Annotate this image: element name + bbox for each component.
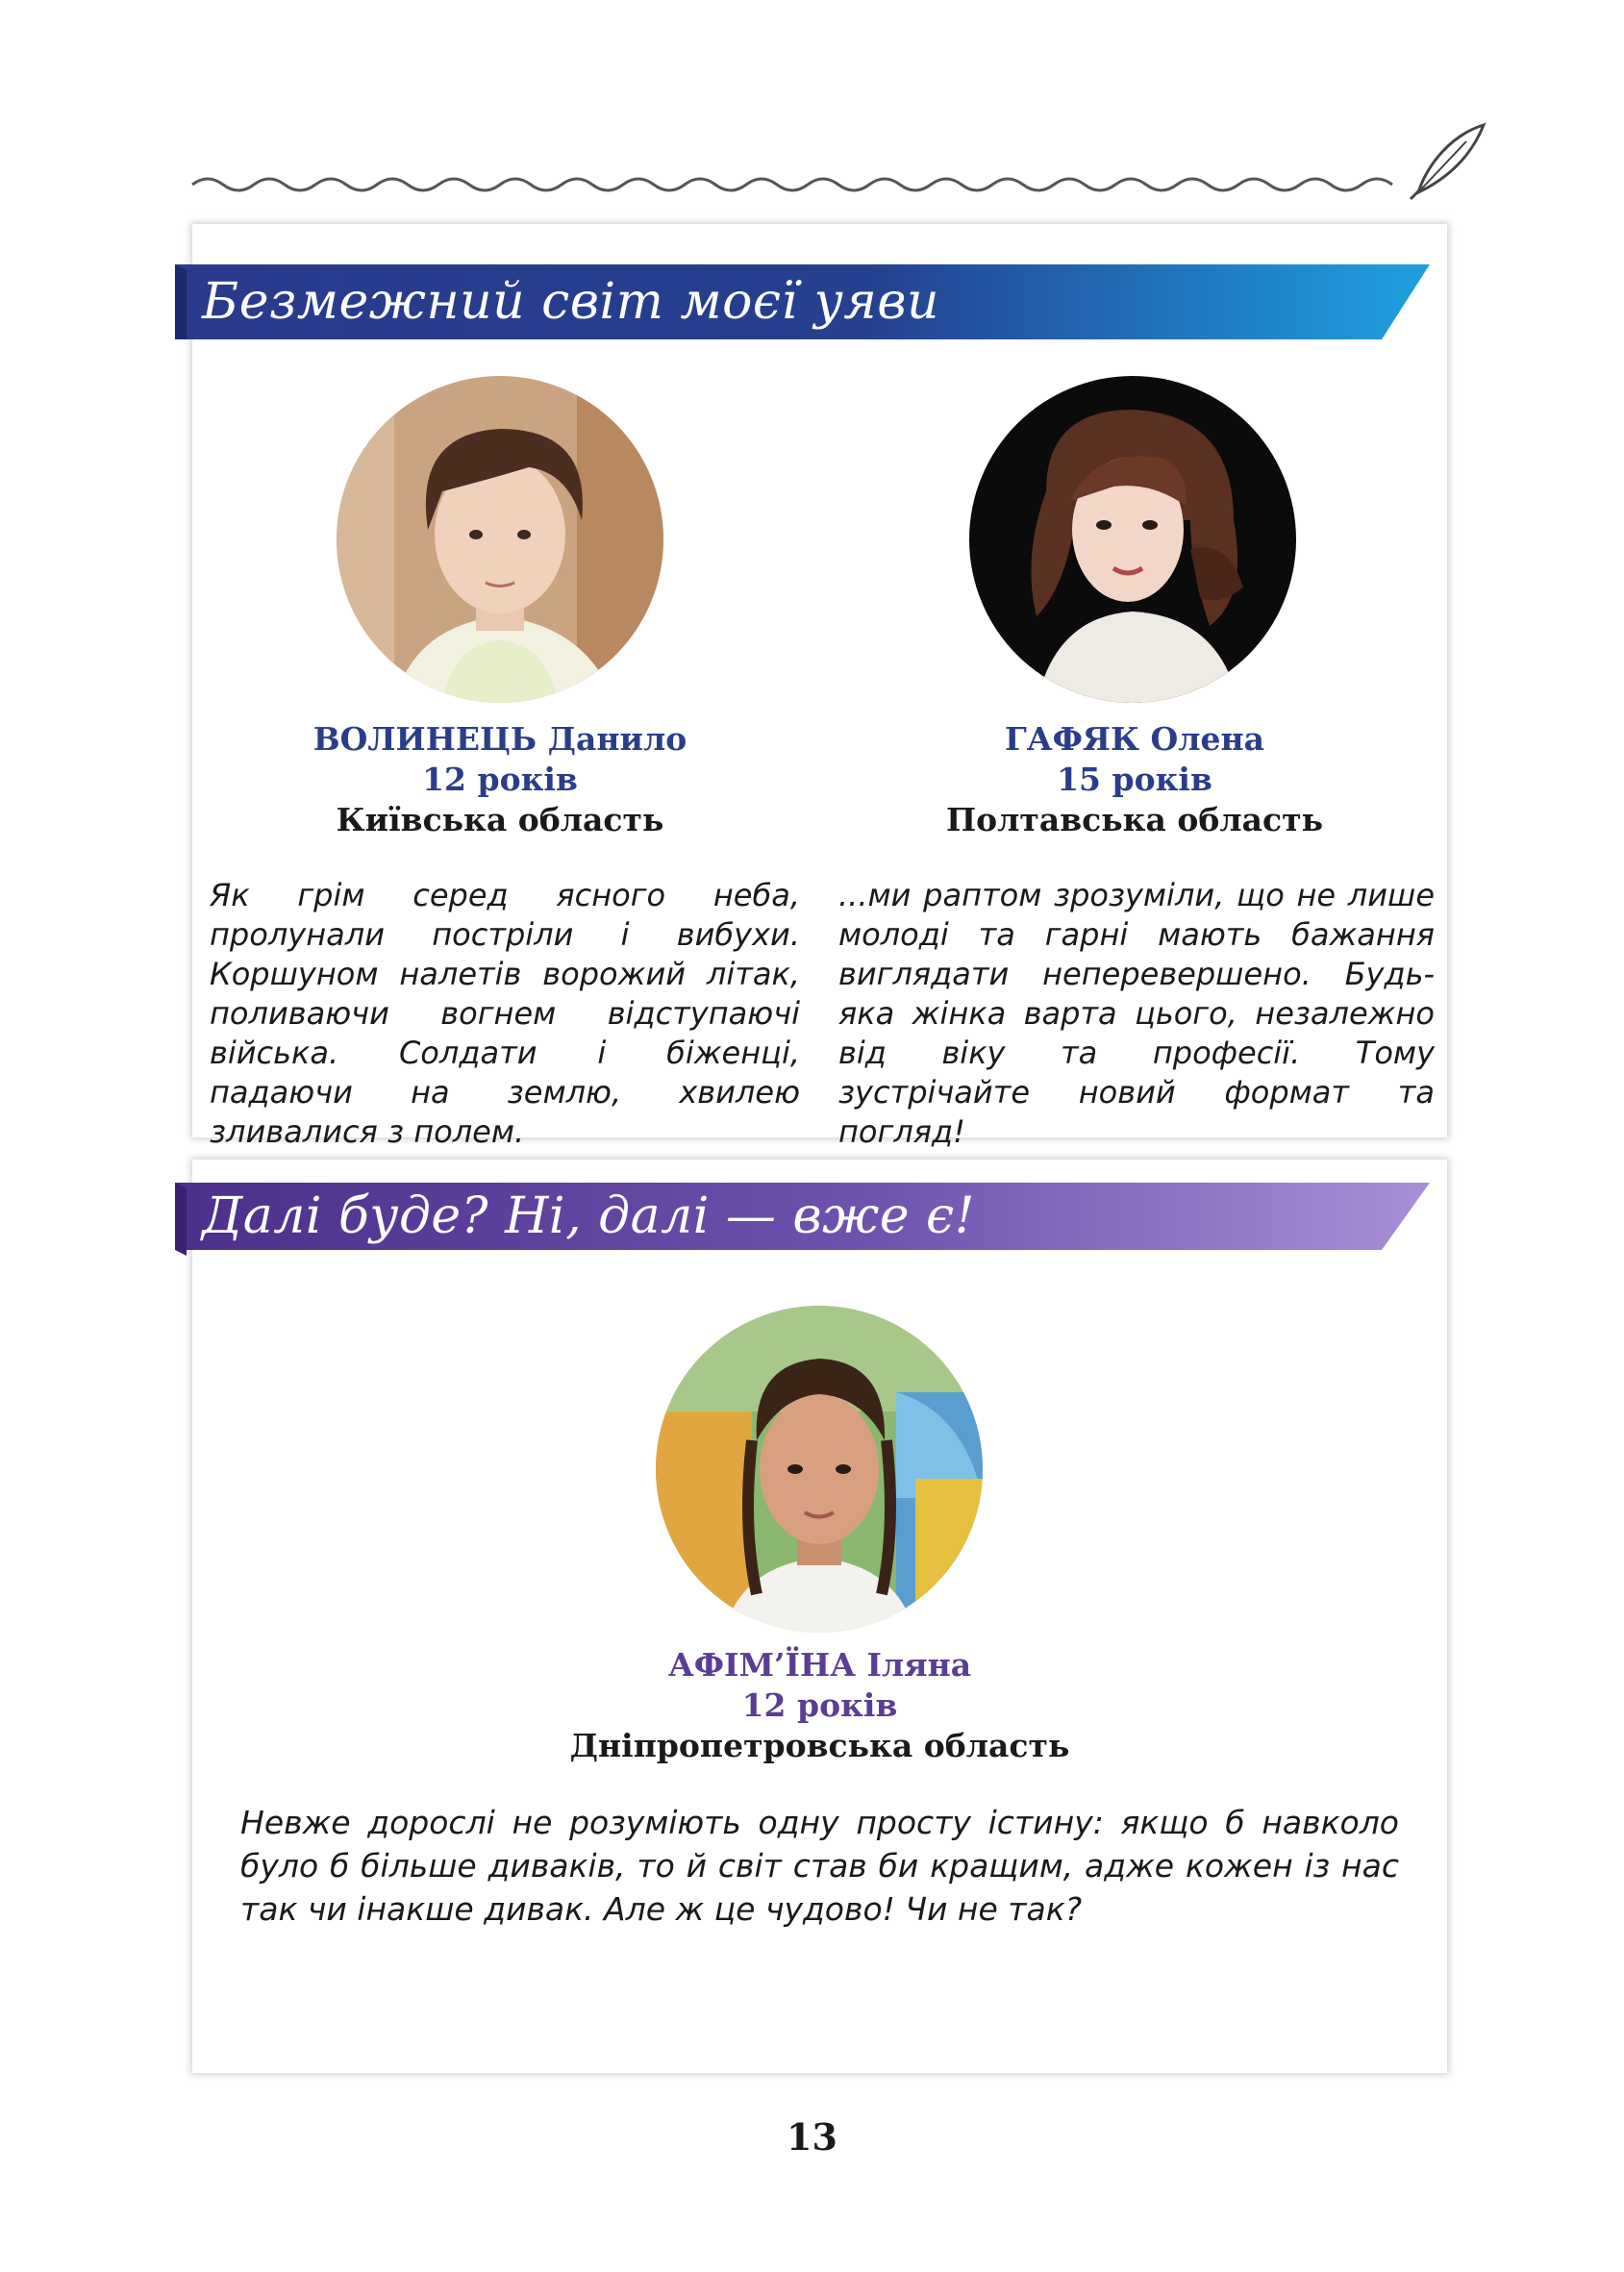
page-number: 13 (787, 2115, 837, 2159)
person-card (481, 1645, 1159, 1766)
person-age: 12 років (741, 1686, 898, 1724)
person-region: Полтавська область (945, 801, 1323, 838)
person-card (212, 719, 788, 840)
person-name: ГАФЯК Олена (1004, 720, 1265, 758)
portrait-photo (656, 1306, 983, 1633)
portrait-photo (969, 376, 1296, 703)
person-quote: ...ми раптом зрозуміли, що не лише молоді та гарні мають бажання виглядати неперевершено. Будь-яка жінка варта цього, незалежно від віку та професії. Тому зустрічайте новий формат та погляд! (838, 877, 1435, 1150)
section-banner (175, 1183, 1430, 1258)
person-age: 12 років (422, 761, 578, 798)
person-name: ВОЛИНЕЦЬ Данило (312, 720, 687, 758)
person-name: АФІМ’ЇНА Іляна (667, 1646, 972, 1684)
person-region: Київська область (336, 801, 664, 838)
section-title: Далі буде? Ні, далі — вже є! (202, 1187, 976, 1245)
person-age: 15 років (1057, 761, 1212, 798)
feather-icon (1411, 125, 1484, 199)
person-region: Дніпропетровська область (569, 1727, 1070, 1764)
wave-feather-decoration (187, 115, 1495, 202)
person-quote: Як грім серед ясного неба, пролунали постріли і вибухи. Коршуном налетів ворожий літак, поливаючи вогнем відступаючі війська. Солдати і біженці, падаючи на землю, хвилею зливалися з полем. (210, 877, 800, 1150)
section-title: Безмежний світ моєї уяви (202, 273, 940, 331)
section-card-imagination (192, 224, 1447, 1150)
section-banner (175, 264, 1430, 339)
person-card (846, 719, 1423, 840)
person-quote: Невже дорослі не розуміють одну просту істину: якщо б навколо було б більше диваків, то й світ став би кращим, адже кожен із нас так чи інакше дивак. Але ж це чудово! Чи не так? (240, 1804, 1399, 1928)
section-card-continuation (192, 1160, 1447, 2073)
portrait-photo (337, 376, 663, 703)
